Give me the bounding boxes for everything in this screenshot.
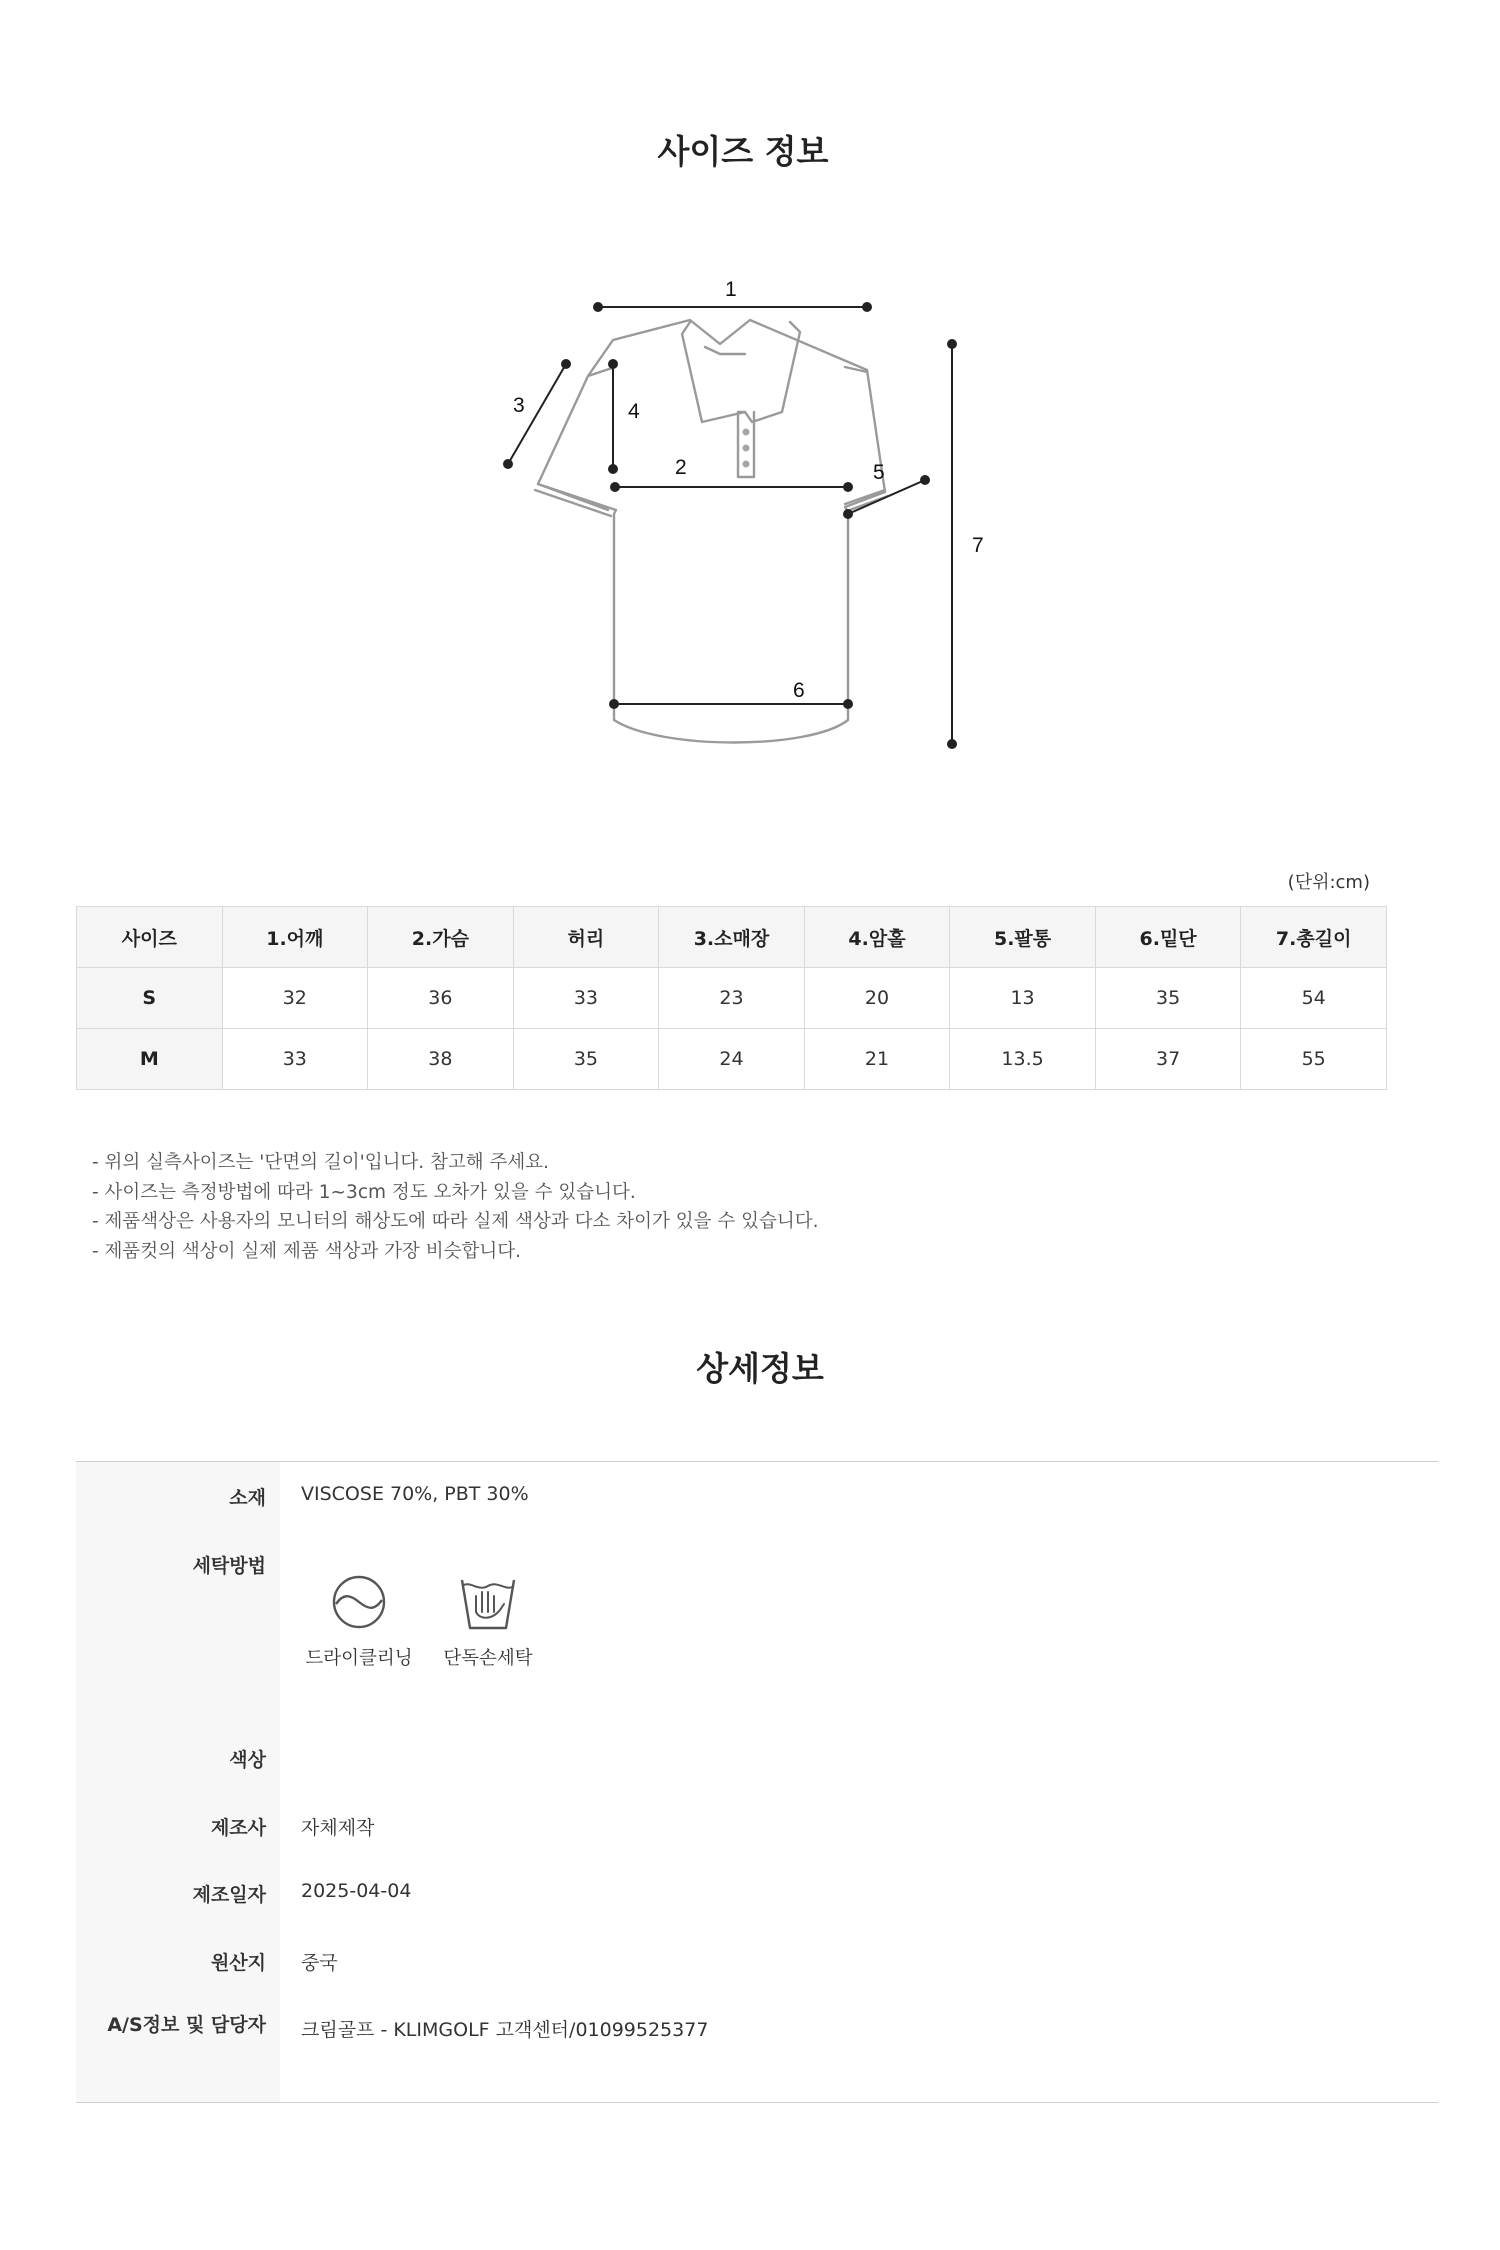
left-sleeve-cuff — [538, 484, 608, 510]
dry-clean-label: 드라이클리닝 — [305, 1648, 413, 1669]
manufacture-date-value: 2025-04-04 — [301, 1880, 412, 1902]
table-header: 사이즈 — [77, 907, 223, 968]
button — [743, 429, 750, 436]
table-cell: 38 — [368, 1029, 514, 1090]
detail-info-table — [76, 1461, 1438, 2103]
table-cell: 55 — [1241, 1029, 1387, 1090]
material-label: 소재 — [229, 1487, 266, 1509]
table-header-row — [77, 907, 1387, 968]
table-cell: 33 — [513, 968, 659, 1029]
origin-label: 원산지 — [210, 1952, 266, 1974]
care-item-hand-wash — [428, 1572, 548, 1670]
manufacture-date-label: 제조일자 — [192, 1884, 266, 1906]
manufacturer-label: 제조사 — [210, 1817, 266, 1839]
table-header: 6.밑단 — [1095, 907, 1241, 968]
washing-label: 세탁방법 — [192, 1555, 266, 1577]
care-item-dry-clean — [299, 1572, 419, 1670]
table-cell: 37 — [1095, 1029, 1241, 1090]
table-cell: 36 — [368, 968, 514, 1029]
size-notes — [92, 1148, 818, 1266]
collar — [682, 322, 800, 422]
table-cell: M — [77, 1029, 223, 1090]
as-info-label: A/S정보 및 담당자 — [107, 2014, 266, 2036]
table-cell: 20 — [804, 968, 950, 1029]
table-cell: 13 — [950, 968, 1096, 1029]
table-cell: 24 — [659, 1029, 805, 1090]
size-info-title: 사이즈 정보 — [657, 132, 829, 171]
size-table — [76, 906, 1387, 1090]
material-value: VISCOSE 70%, PBT 30% — [301, 1483, 529, 1505]
diagram-label-1: 1 — [725, 278, 737, 301]
diagram-label-5: 5 — [873, 461, 885, 484]
table-header: 허리 — [513, 907, 659, 968]
table-cell: 33 — [222, 1029, 368, 1090]
table-cell: 13.5 — [950, 1029, 1096, 1090]
table-cell: 23 — [659, 968, 805, 1029]
button — [743, 445, 750, 452]
note-item: - 사이즈는 측정방법에 따라 1~3cm 정도 오차가 있을 수 있습니다. — [92, 1181, 636, 1203]
table-header: 3.소매장 — [659, 907, 805, 968]
table-header: 1.어깨 — [222, 907, 368, 968]
table-header: 4.암홀 — [804, 907, 950, 968]
table-header: 5.팔통 — [950, 907, 1096, 968]
table-cell: 21 — [804, 1029, 950, 1090]
table-row — [77, 1029, 1387, 1090]
measure-line-sleeve-opening — [848, 480, 925, 514]
note-item: - 제품컷의 색상이 실제 제품 색상과 가장 비슷합니다. — [92, 1240, 522, 1262]
table-header: 7.총길이 — [1241, 907, 1387, 968]
collar-inner — [705, 347, 745, 354]
left-sleeve-hem — [535, 490, 611, 516]
as-info-value: 크림골프 - KLIMGOLF 고객센터/01099525377 — [301, 2019, 709, 2041]
table-row — [77, 968, 1387, 1029]
table-cell: 35 — [1095, 968, 1241, 1029]
right-sleeve-cuff — [845, 490, 885, 504]
table-cell: 35 — [513, 1029, 659, 1090]
table-cell: 32 — [222, 968, 368, 1029]
polo-shirt-size-diagram — [480, 272, 1000, 772]
shirt-outline — [538, 320, 885, 743]
origin-value: 중국 — [301, 1952, 338, 1974]
diagram-label-3: 3 — [513, 394, 525, 417]
table-header: 2.가슴 — [368, 907, 514, 968]
button — [743, 461, 750, 468]
hand-wash-icon — [458, 1572, 518, 1632]
hand-wash-label: 단독손세탁 — [443, 1648, 533, 1669]
unit-label: (단위:cm) — [1287, 872, 1370, 893]
diagram-label-7: 7 — [972, 534, 984, 557]
diagram-label-6: 6 — [793, 679, 805, 702]
detail-info-title: 상세정보 — [696, 1349, 824, 1388]
note-item: - 위의 실측사이즈는 '단면의 길이'입니다. 참고해 주세요. — [92, 1152, 550, 1173]
diagram-label-2: 2 — [675, 456, 687, 479]
diagram-label-4: 4 — [628, 400, 640, 423]
color-label: 색상 — [229, 1749, 266, 1771]
manufacturer-value: 자체제작 — [301, 1817, 375, 1839]
note-item: - 제품색상은 사용자의 모니터의 해상도에 따라 실제 색상과 다소 차이가 있을 수 있습니다. — [92, 1211, 819, 1232]
dry-clean-icon — [329, 1572, 389, 1632]
table-cell: 54 — [1241, 968, 1387, 1029]
table-cell: S — [77, 968, 223, 1029]
